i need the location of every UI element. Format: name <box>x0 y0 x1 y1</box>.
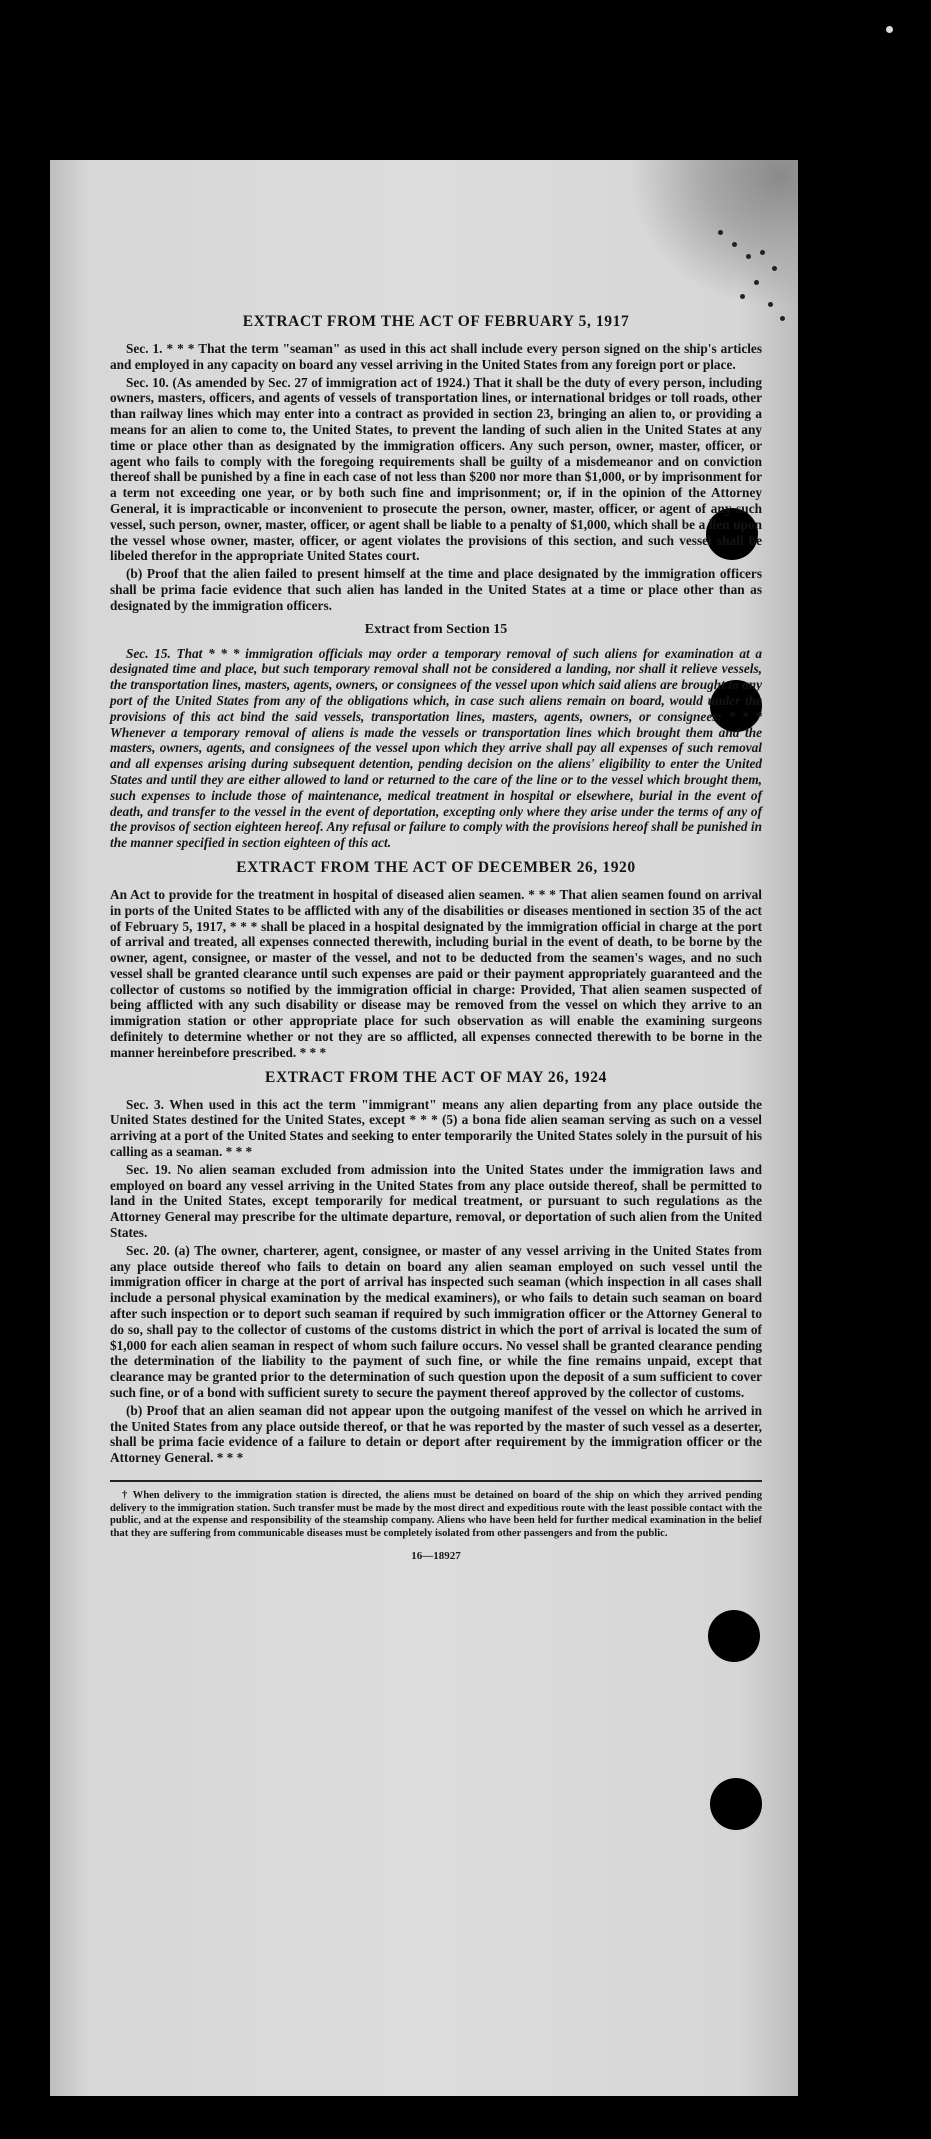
sec-20-a-paragraph: Sec. 20. (a) The owner, charterer, agent, consignee, or master of any vessel arriving in the United States from any place outside thereof who fails to detain on board any alien seaman employed on such vessel until the immigration officer in charge at the port of arrival has inspected such seaman (which inspection in all cases shall include a personal physical examination by the medical examiners), or who fails to detain such seaman on board after such inspection or to deport such seaman if required by such immigration officer or the Attorney General to do so, shall pay to the collector of customs of the customs district in which the port of arrival is located the sum of $1,000 for each alien seaman in respect of whom such failure occurs. No vessel shall be granted clearance pending the determination of the liability to the payment of such fine, or while the fine remains unpaid, except that clearance may be granted prior to the determination of such question upon the deposit of a sum sufficient to cover such fine, or of a bond with sufficient surety to secure the payment thereof approved by the collector of customs. <box>110 1242 762 1401</box>
sec-10-b-paragraph: (b) Proof that the alien failed to present himself at the time and place designated by the immigration officers shall be prima facie evidence that such alien has landed in the United States at a time or place other than as designated by the immigration officers. <box>110 566 762 613</box>
corner-mark <box>886 26 893 33</box>
section-subheading: Extract from Section 15 <box>364 621 508 637</box>
document-page <box>50 160 798 2096</box>
sec-10-paragraph: Sec. 10. (As amended by Sec. 27 of immigration act of 1924.) That it shall be the duty of every person, including owners, masters, officers, and agents of vessels of transportation lines, or international bridges or toll roads, other than railway lines which may enter into a contract as provided in section 23, bringing an alien to, or providing a means for an alien to come to, the United States, to prevent the landing of such alien in the United States at any time or place other than as designated by the immigration officers. Any such person, owner, master, officer, or agent who fails to comply with the foregoing requirements shall be guilty of a misdemeanor and on conviction thereof shall be punished by a fine in each case of not less than $200 nor more than $1,000, or by imprisonment for a term not exceeding one year, or by both such fine and imprisonment; or, if in the opinion of the Attorney General, it is impracticable or inconvenient to prosecute the person, owner, master, officer, or agent of any such vessel, such person, owner, master, officer, or agent shall be liable to a penalty of $1,000, which shall be a lien upon the vessel whose owner, master, officer, or agent violates the provisions of this section, and such vessel shall be libeled therefor in the appropriate United States court. <box>110 374 762 564</box>
punch-hole <box>710 1778 762 1830</box>
act-1920-paragraph: An Act to provide for the treatment in hospital of diseased alien seamen. * * * That alien seamen found on arrival in ports of the United States to be afflicted with any of the disabilities or diseases mentioned in section 35 of the act of February 5, 1917, * * * shall be placed in a hospital designated by the immigration official in charge at the port of arrival and treated, all expenses connected therewith, including burial in the event of death, to be borne by the owner, agent, consignee, or master of the vessel, and not to be deducted from the seamen's wages, and no such vessel shall be granted clearance until such expenses are paid or their payment appropriately guaranteed and the collector of customs so notified by the immigration official in charge: Provided, That alien seamen suspected of being afflicted with any such disability or disease may be removed from the vessel on which they arrive to an immigration station or other appropriate place for such observation as will enable the examining surgeons definitely to determine whether or not they are so afflicted, all expenses connected therewith to be borne in the manner hereinbefore prescribed. * * * <box>110 886 762 1060</box>
section-heading: EXTRACT FROM THE ACT OF DECEMBER 26, 1920 <box>236 858 636 876</box>
sec-1-paragraph: Sec. 1. * * * That the term "seaman" as used in this act shall include every person signed on the ship's articles and employed in any capacity on board any vessel arriving in the United States from any foreign port or place. <box>110 341 762 372</box>
document-body <box>110 305 762 1562</box>
footnote: † When delivery to the immigration station is directed, the aliens must be detained on board of the ship on which they arrived pending delivery to the immigration station. Such transfer must be made by the most direct and expeditious route with the least possible contact with the public, and at the expense and responsibility of the steamship company. Aliens who have been held for further medical examination in the belief that they are suffering from communicable diseases must be completely isolated from other passengers and from the public. <box>110 1490 762 1539</box>
sec-20-b-paragraph: (b) Proof that an alien seaman did not appear upon the outgoing manifest of the vessel on which he arrived in the United States from any place outside thereof, or that he was reported by the master of such vessel as a deserter, shall be prima facie evidence of a failure to detain or deport after requirement by the immigration officer or the Attorney General. * * * <box>110 1402 762 1466</box>
footnote-divider <box>110 1480 762 1482</box>
punch-hole <box>708 1610 760 1662</box>
section-heading: EXTRACT FROM THE ACT OF FEBRUARY 5, 1917 <box>242 313 630 330</box>
sec-15-paragraph: Sec. 15. That * * * immigration officials may order a temporary removal of such aliens for examination at a designated time and place, but such temporary removal shall not be considered a landing, nor shall it relieve vessels, the transportation lines, masters, agents, owners, or consignees of the vessel upon which said aliens are brought to any port of the United States from any of the obligations which, in case such aliens remain on board, would under the provisions of this act bind the said vessels, transportation lines, masters, agents, owners, or consignees: * * * Whenever a temporary removal of aliens is made the vessels or transportation lines which brought them and the masters, owners, agents, and consignees of the vessel upon which they arrive shall pay all expenses of such removal and all expenses arising during subsequent detention, pending decision on the aliens' eligibility to enter the United States and until they are either allowed to land or returned to the care of the line or to the vessel which brought them, such expenses to include those of maintenance, medical treatment in hospital or elsewhere, burial in the event of death, and transfer to the vessel in the event of deportation, excepting only where they arise under the terms of any of the provisos of section eighteen hereof. Any refusal or failure to comply with the provisions hereof shall be punished in the manner specified in section eighteen of this act. <box>110 645 762 851</box>
sec-3-paragraph: Sec. 3. When used in this act the term "immigrant" means any alien departing from any place outside the United States destined for the United States, except * * * (5) a bona fide alien seaman serving as such on a vessel arriving at a port of the United States and seeking to enter temporarily the United States solely in the pursuit of his calling as a seaman. * * * <box>110 1096 762 1160</box>
section-heading: EXTRACT FROM THE ACT OF MAY 26, 1924 <box>265 1068 607 1086</box>
form-number: 16—18927 <box>411 1550 461 1563</box>
sec-19-paragraph: Sec. 19. No alien seaman excluded from admission into the United States under the immigration laws and employed on board any vessel arriving in the United States from any place outside thereof, shall be permitted to land in the United States, except temporarily for medical treatment, or pursuant to such regulations as the Attorney General may prescribe for the ultimate departure, removal, or deportation of such alien from the United States. <box>110 1161 762 1241</box>
